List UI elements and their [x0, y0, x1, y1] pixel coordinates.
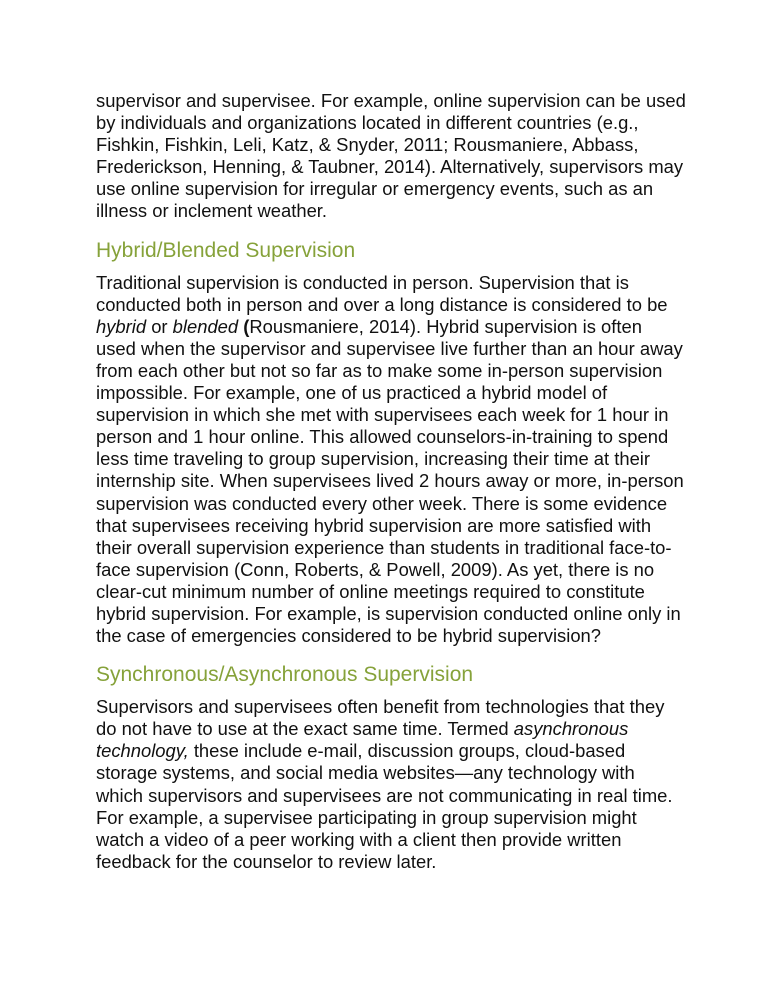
bold-parenthesis: ( [243, 315, 250, 337]
text-segment: Traditional supervision is conducted in person. Supervision that is conducted both in person and over a long distance is considered to be [96, 271, 668, 315]
text-segment: or [146, 315, 173, 337]
text-segment: these include e-mail, discussion groups, cloud-based storage systems, and social media websites—any technology with which supervisors and supervisees are not communicating in real time. For example, a supervisee participating in group supervision might watch a video of a peer working with a client then provide written feedback for the counselor to review later. [96, 740, 673, 872]
document-page [96, 90, 686, 873]
text-segment: Rousmaniere, 2014). Hybrid supervision is often used when the supervisor and supervisee live further than an hour away from each other but not so far as to make some in-person supervision impossible. For example, one of us practiced a hybrid model of supervision in which she met with supervisees each week for 1 hour in person and 1 hour online. This allowed counselors-in-training to spend less time traveling to group supervision, increasing their time at their internship site. When supervisees lived 2 hours away or more, in-person supervision was conducted every other week. There is some evidence that supervisees receiving hybrid supervision are more satisfied with their overall supervision experience than students in traditional face-to-face supervision (Conn, Roberts, & Powell, 2009). As yet, there is no clear-cut minimum number of online meetings required to constitute hybrid supervision. For example, is supervision conducted online only in the case of emergencies considered to be hybrid supervision? [96, 315, 684, 647]
paragraph-online-supervision: supervisor and supervisee. For example, online supervision can be used by individuals and organizations located in different countries (e.g., Fishkin, Fishkin, Leli, Katz, & Snyder, 2011; Rousmaniere, Abbass, Frederickson, Henning, & Taubner, 2014). Alternatively, supervisors may use online supervision for irregular or emergency events, such as an illness or inclement weather. [96, 90, 686, 222]
text-segment: Supervisors and supervisees often benefit from technologies that they do not have to use at the exact same time. Termed [96, 696, 665, 740]
paragraph-asynchronous-supervision [96, 696, 686, 873]
heading-hybrid-blended-supervision: Hybrid/Blended Supervision [96, 238, 356, 262]
heading-synchronous-asynchronous-supervision: Synchronous/Asynchronous Supervision [96, 663, 474, 687]
term-asynchronous-technology: asynchronous technology, [96, 718, 629, 762]
term-blended: blended [172, 315, 239, 337]
term-hybrid: hybrid [96, 315, 147, 337]
paragraph-hybrid-supervision [96, 272, 686, 648]
